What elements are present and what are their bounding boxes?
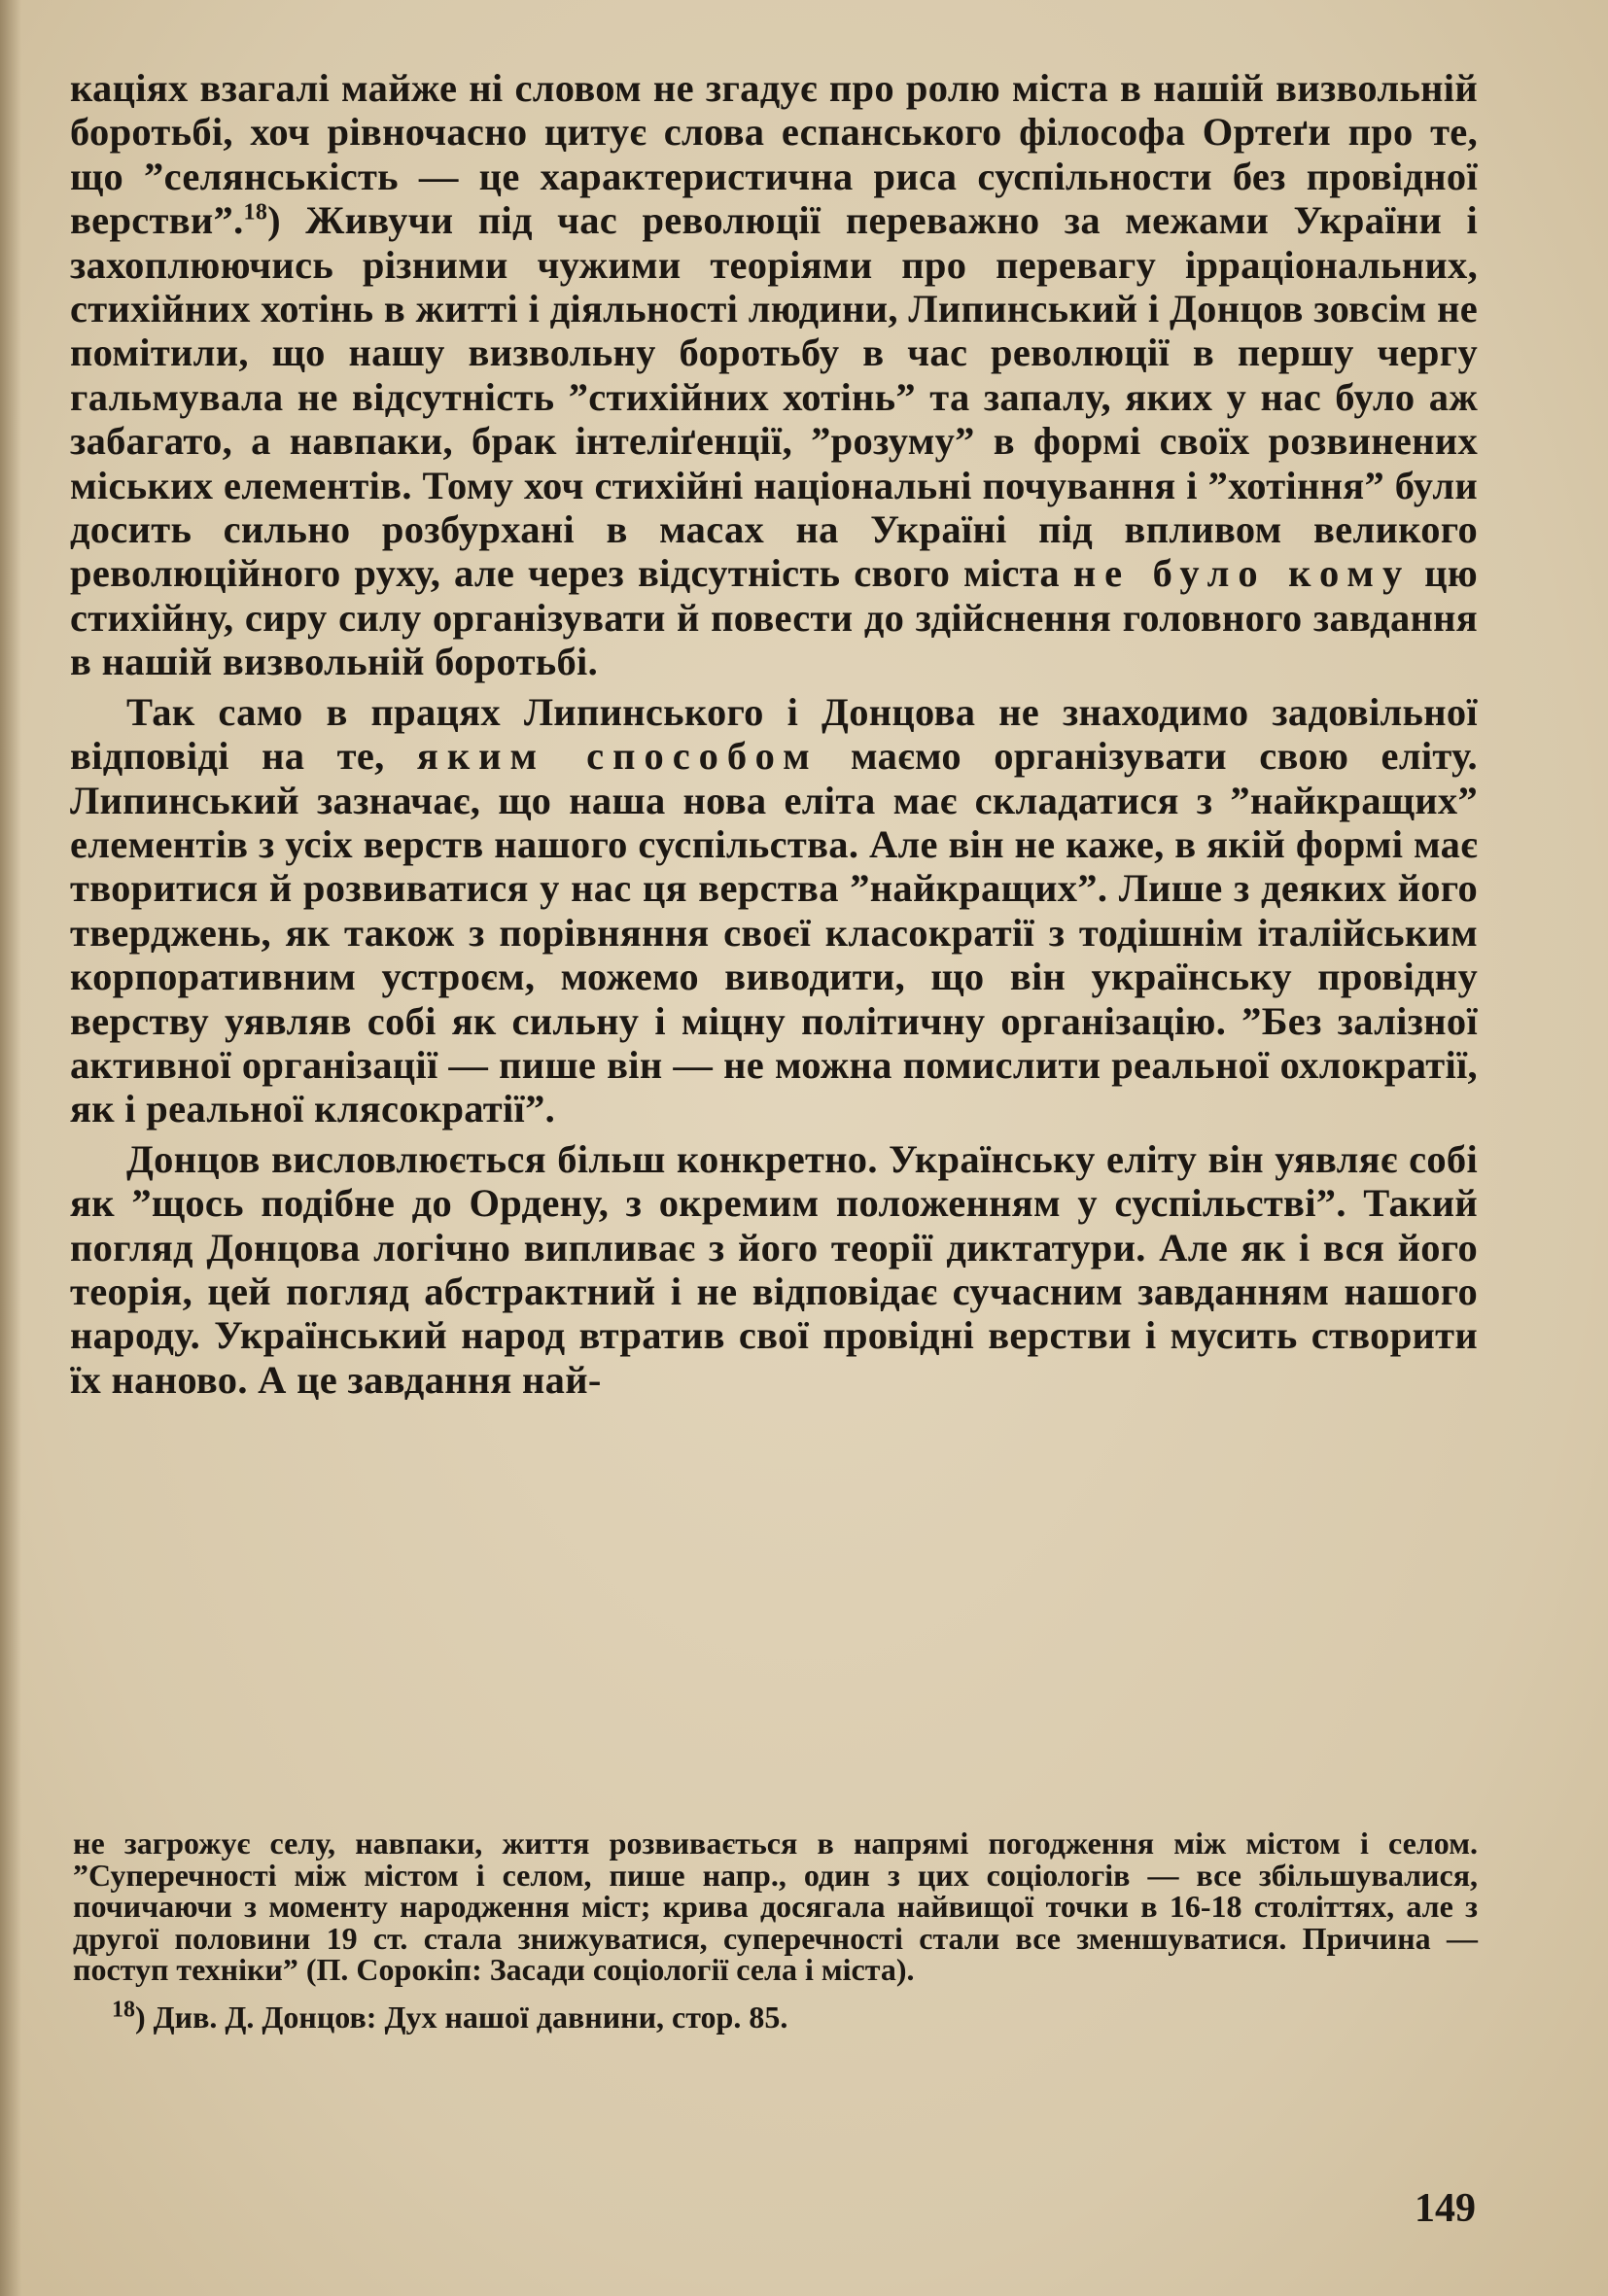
footnote-continuation: не загрожує селу, навпаки, життя розвивається в напрямi погодження мiж мiстом i селом. ”Суперечностi мiж мiстом i селом, пише напр., один з цих соцiологiв — все збiльшувалися, почичаючи з моменту народження мiст; крива досягала найвищої точки в 16-18 столiттях, але з другої половини 19 ст. стала знижуватися, суперечностi стали все зменшуватися. Причина — поступ технiки” (П. Сорокiп: Засади соцiологiї села i мiста). [73, 1826, 1479, 1988]
spaced-emphasis: не було кому [1072, 551, 1412, 596]
main-text [70, 66, 1478, 1402]
footnotes [73, 1827, 1478, 2034]
footnote-ref-18: 18 [243, 199, 268, 226]
footnote-18: $^{18}$) Див. Д. Донцов: Дух нашої давнини, стор. 85. [112, 1997, 788, 2035]
paragraph-2: Так само в працях Липинського i Донцова не знаходимо задовiльної вiдповiдi на те, яким способом маємо органiзувати свою елiту. Липинський зазначає, що наша нова елiта має складатися з ”найкращих” елементiв з усiх верств нашого суспiльства. Але вiн не каже, в якiй формi має творитися й розвиватися у нас ця верства ”найкращих”. Лише з деяких його тверджень, як також з порiвняння своєї класократiї з тодiшнiм iталiйським корпоративним устроєм, можемо виводити, що вiн українську провiдну верству уявляв собi як сильну i мiцну полiтичну органiзацiю. ”Без залiзної активної органiзацiї — пише вiн — не можна помислити реальної охлократiї, як i реальної клясократiї”. [70, 689, 1478, 1131]
paragraph-3: Донцов висловлюється бiльш конкретно. Українську елiту вiн уявляє собi як ”щось подiбне до Ордену, з окремим положенням у суспiльствi”. Такий погляд Донцова логiчно випливає з його теорiї диктатури. Але як i вся його теорiя, цей погляд абстрактний i не вiдповiдає сучасним завданням нашого народу. Український народ втратив свої провiднi верстви i мусить створити їх наново. А це завдання най- [70, 1136, 1478, 1402]
footnote-marker: 18 [112, 1997, 135, 2023]
paragraph-1: кацiях взагалi майже нi словом не згадує про ролю мiста в нашiй визвольнiй боротьбi, хоч рiвночасно цитує слова еспанського фiлософа Ортеґи про те, що ”селянськiсть — це характеристична риса суспiльности без провiдної верстви”.$^{18}$) Живучи пiд час революцiї переважно за межами України i захоплюючись рiзними чужими теорiями про перевагу iррацiональних, стихiйних хотiнь в життi i дiяльностi людини, Липинський i Донцов зовсiм не помiтили, що нашу визвольну боротьбу в час революцiї в першу чергу гальмувала не вiдсутнiсть ”стихiйних хотiнь” та запалу, яких у нас було аж забагато, а навпаки, брак iнтелiґенцiї, ”розуму” в формi своїх розвинених мiських елементiв. Тому хоч стихiйнi нацiональнi почування i ”хотiння” були досить сильно розбурханi в масах на Українi пiд впливом великого революцiйного руху, але через вiдсутнiсть свого мiста не було кому цю стихiйну, сиру силу органiзувати й повести до здiйснення головного завдання в нашiй визвольнiй боротьбi. [70, 66, 1478, 684]
page-number: 149 [1415, 2186, 1476, 2231]
spine-shadow [0, 0, 21, 2296]
spaced-emphasis: яким способом [416, 734, 819, 779]
